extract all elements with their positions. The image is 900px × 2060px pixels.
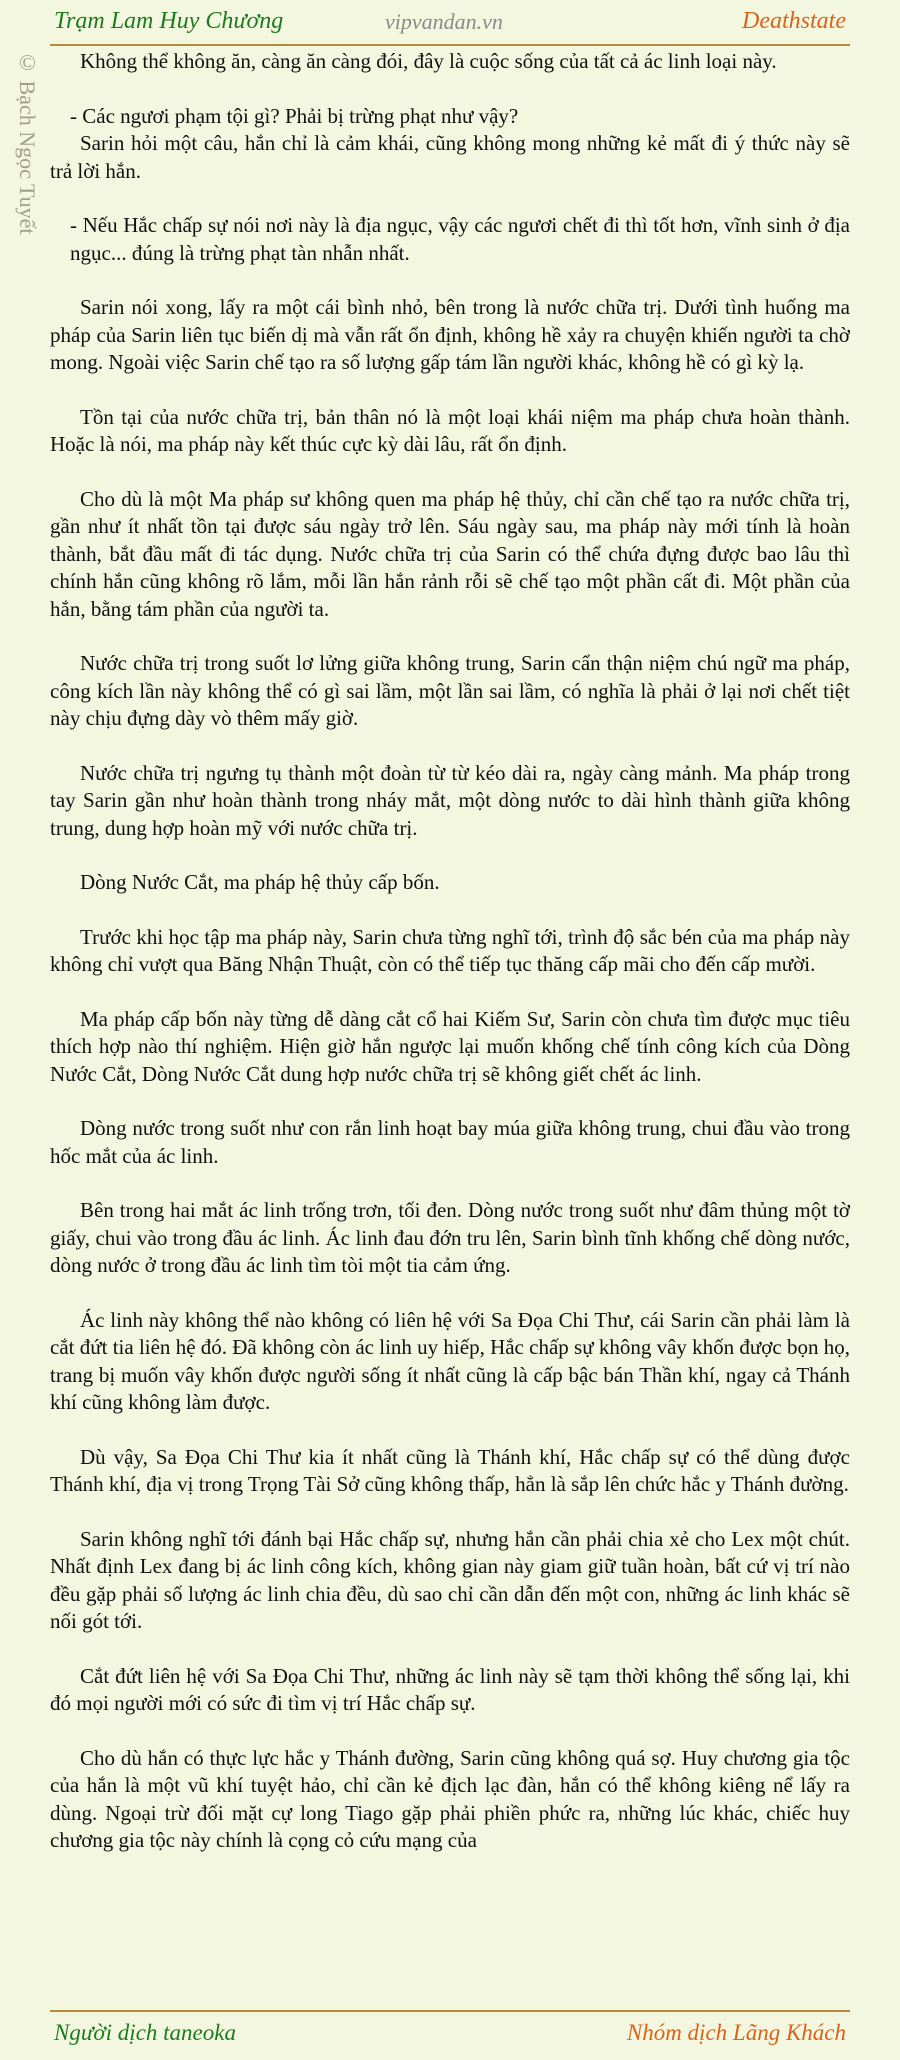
paragraph: Dù vậy, Sa Đọa Chi Thư kia ít nhất cũng là Thánh khí, Hắc chấp sự có thể dùng được Thánh khí, địa vị trong Trọng Tài Sở cũng không thấp, hẳn là sắp lên chức hắc y Thánh đường. (50, 1444, 850, 1496)
paragraph: Nước chữa trị trong suốt lơ lửng giữa không trung, Sarin cẩn thận niệm chú ngữ ma pháp, công kích lần này không thể có gì sai lầm, một lần sai lầm, có nghĩa là phải ở lại nơi chết tiệt này chịu đựng dày vò thêm mấy giờ. (50, 651, 850, 730)
footer-divider (50, 2010, 850, 2012)
paragraph: Tồn tại của nước chữa trị, bản thân nó là một loại khái niệm ma pháp chưa hoàn thành. Hoặc là nói, ma pháp này kết thúc cực kỳ dài lâu, rất ổn định. (50, 404, 850, 456)
paragraph: Ma pháp cấp bốn này từng dễ dàng cắt cổ hai Kiếm Sư, Sarin còn chưa tìm được mục tiêu thích hợp nào thí nghiệm. Hiện giờ hắn ngược lại muốn khống chế tính công kích của Dòng Nước Cắt, Dòng Nước Cắt dung hợp nước chữa trị sẽ không giết chết ác linh. (50, 1006, 850, 1086)
paragraph: Bên trong hai mắt ác linh trống trơn, tối đen. Dòng nước trong suốt như đâm thủng một tờ giấy, chui vào trong đầu ác linh. Ác linh đau đớn tru lên, Sarin bình tĩnh khống chế dòng nước, dòng nước ở trong đầu ác linh tìm tòi một tia cảm ứng. (50, 1198, 850, 1277)
paragraph: Dòng nước trong suốt như con rắn linh hoạt bay múa giữa không trung, chui đầu vào trong hốc mắt của ác linh. (50, 1116, 850, 1168)
paragraph: Dòng Nước Cắt, ma pháp hệ thủy cấp bốn. (80, 870, 440, 894)
page-header (0, 0, 900, 44)
paragraph: Nước chữa trị ngưng tụ thành một đoàn từ từ kéo dài ra, ngày càng mảnh. Ma pháp trong tay Sarin gần như hoàn thành trong nháy mắt, một dòng nước to dài hình thành giữa không trung, dung hợp hoàn mỹ với nước chữa trị. (50, 760, 850, 840)
page-footer (0, 2014, 900, 2054)
paragraph: Sarin không nghĩ tới đánh bại Hắc chấp sự, nhưng hắn cần phải chia xẻ cho Lex một chút. Nhất định Lex đang bị ác linh công kích, không gian này giam giữ tuần hoàn, bất cứ vị trí nào đều gặp phải số lượng ác linh chia đều, dù sao chỉ cần dẫn đến một con, những ác linh khác sẽ nối gót tới. (50, 1526, 850, 1633)
copyright-watermark: © Bạch Ngọc Tuyết (15, 50, 40, 235)
dialogue-line: - Các ngươi phạm tội gì? Phải bị trừng phạt như vậy? (70, 103, 519, 128)
paragraph: Cho dù hắn có thực lực hắc y Thánh đường, Sarin cũng không quá sợ. Huy chương gia tộc của hắn là một vũ khí tuyệt hảo, chỉ cần kẻ địch lạc đàn, hắn có thể không kiêng nể lấy ra dùng. Ngoại trừ đối mặt cự long Tiago gặp phải phiền phức ra, những lúc khác, chiếc huy chương gia tộc này chính là cọng cỏ cứu mạng của (50, 1745, 850, 1852)
author-name: Deathstate (742, 8, 846, 34)
chapter-body (50, 48, 850, 2008)
paragraph: Sarin hỏi một câu, hắn chỉ là cảm khái, cũng không mong những kẻ mất đi ý thức này sẽ trả lời hắn. (50, 131, 850, 183)
group-credit: Nhóm dịch Lãng Khách (626, 2020, 846, 2045)
dialogue-line: - Nếu Hắc chấp sự nói nơi này là địa ngục, vậy các ngươi chết đi thì tốt hơn, vĩnh sinh ở địa ngục... đúng là trừng phạt tàn nhẫn nhất. (70, 213, 850, 265)
paragraph: Cắt đứt liên hệ với Sa Đọa Chi Thư, những ác linh này sẽ tạm thời không thể sống lại, khi đó mọi người mới có sức đi tìm vị trí Hắc chấp sự. (50, 1663, 850, 1715)
paragraph: Cho dù là một Ma pháp sư không quen ma pháp hệ thủy, chỉ cần chế tạo ra nước chữa trị, gần như ít nhất tồn tại được sáu ngày trở lên. Sáu ngày sau, ma pháp này mới tính là hoàn thành, bắt đầu mất đi tác dụng. Nước chữa trị của Sarin có thể chứa đựng được bao lâu thì chính hắn cũng không rõ lắm, mỗi lần hắn rảnh rỗi sẽ chế tạo một phần cất đi. Một phần của hắn, bằng tám phần của người ta. (50, 486, 850, 621)
paragraph: Ác linh này không thể nào không có liên hệ với Sa Đọa Chi Thư, cái Sarin cần phải làm là cắt đứt tia liên hệ đó. Đã không còn ác linh uy hiếp, Hắc chấp sự không vây khốn được bọn họ, trang bị muốn vây khốn được người sống ít nhất cũng là cấp bậc bán Thần khí, ngay cả Thánh khí cũng không làm được. (50, 1307, 850, 1414)
translator-credit: Người dịch taneoka (54, 2020, 236, 2045)
paragraph: Sarin nói xong, lấy ra một cái bình nhỏ, bên trong là nước chữa trị. Dưới tình huống ma pháp của Sarin liên tục biến dị mà vẫn rất ổn định, không hề xảy ra chuyện khiến người ta chờ mong. Ngoài việc Sarin chế tạo ra số lượng gấp tám lần người khác, không hề có gì kỳ lạ. (50, 295, 850, 374)
header-divider (50, 44, 850, 46)
site-name: vipvandan.vn (385, 9, 503, 34)
paragraph: Trước khi học tập ma pháp này, Sarin chưa từng nghĩ tới, trình độ sắc bén của ma pháp này không chỉ vượt qua Băng Nhận Thuật, còn có thể tiếp tục thăng cấp mãi cho đến cấp mười. (50, 924, 850, 976)
book-title: Trạm Lam Huy Chương (54, 8, 284, 34)
paragraph: Không thể không ăn, càng ăn càng đói, đây là cuộc sống của tất cả ác linh loại này. (80, 49, 777, 73)
